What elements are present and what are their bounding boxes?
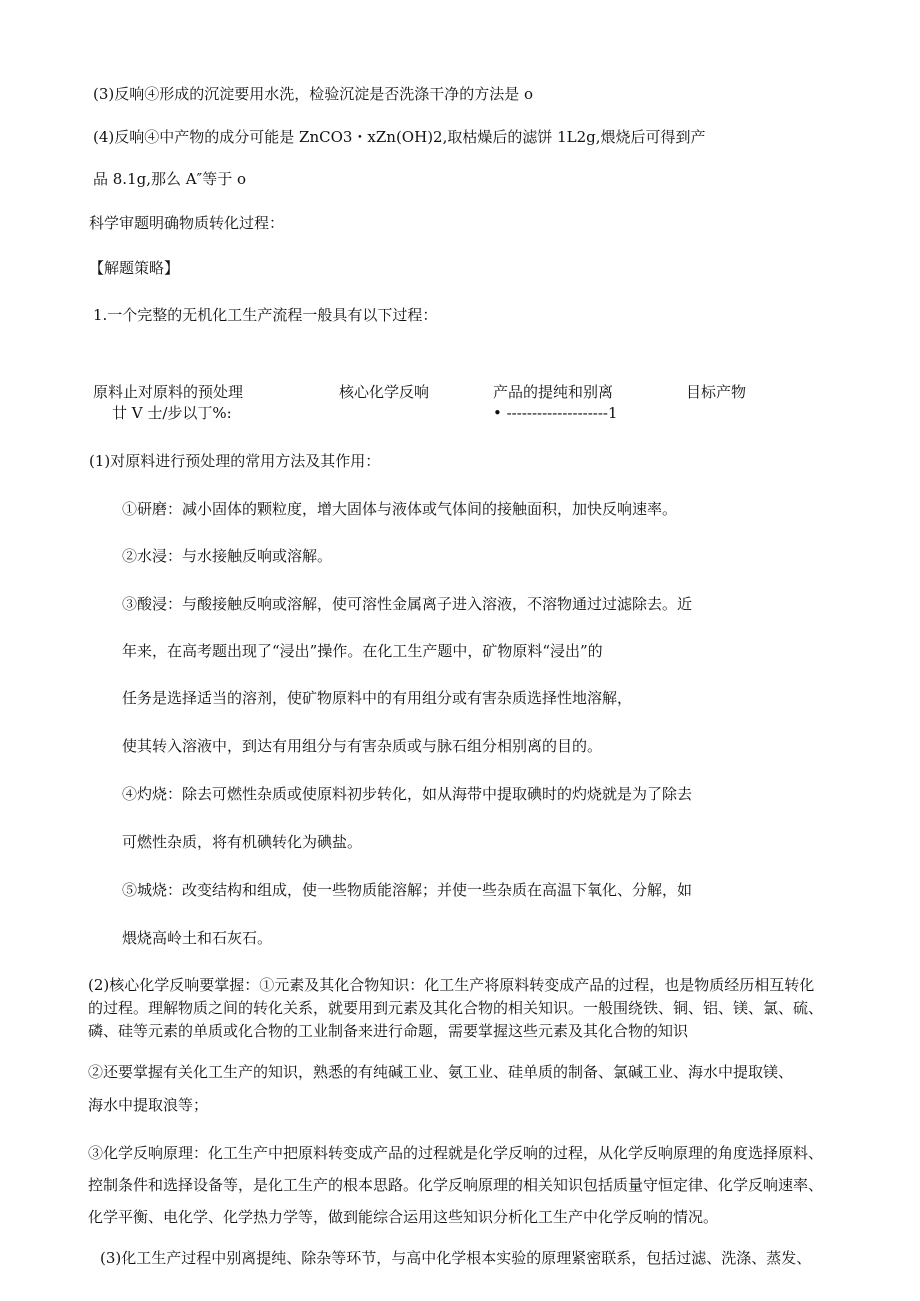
method-acid-leach-line-3: 任务是选择适当的溶剂，使矿物原料中的有用组分或有害杂质选择性地溶解， [122, 689, 633, 707]
method-calcining-line-1: ⑤城烧：改变结构和组成，使一些物质能溶解；并使一些杂质在高温下氧化、分解，如 [122, 881, 693, 899]
reaction-principle-paragraph: ③化学反响原理：化工生产中把原料转变成产品的过程就是化学反响的过程，从化学反响原理的角度选择原料、控制条件和选择设备等，是化工生产的根本思路。化学反响原理的相关知识包括质量守恒定律、化学反响速率、化学平衡、电化学、化学热力学等，做到能综合运用这些知识分析化工生产中化学反响的情况。 [88, 1144, 824, 1226]
method-burning-line-2: 可燃性杂质，将有机碘转化为碘盐。 [122, 833, 363, 851]
method-acid-leach-line-1: ③酸浸：与酸接触反响或溶解，使可溶性金属离子进入溶液，不溶物通过过滤除去。近 [122, 595, 693, 613]
pretreatment-heading: (1)对原料进行预处理的常用方法及其作用： [89, 452, 381, 470]
core-reaction-paragraph: (2)核心化学反响要掌握：①元素及其化合物知识：化工生产将原料转变成产品的过程，也是物质经历相互转化的过程。理解物质之间的转化关系，就要用到元素及其化合物的相关知识。一般围绕铁、铜、铝、镁、氯、硫、磷、硅等元素的单质或化合物的工业制备来进行命题，需要掌握这些元素及其化合物的知识 [88, 976, 824, 1040]
method-burning-line-1: ④灼烧：除去可燃性杂质或使原料初步转化，如从海带中提取碘时的灼烧就是为了除去 [122, 785, 693, 803]
flow-target-product: 目标产物 [686, 383, 747, 401]
point-1: 1.一个完整的无机化工生产流程一般具有以下过程： [93, 306, 438, 324]
separation-line: (3)化工生产过程中别离提纯、除杂等环节，与高中化学根本实验的原理紧密联系，包括过滤、洗涤、蒸发、 [100, 1249, 812, 1267]
flow-sub-right: • --------------------1 [493, 404, 618, 422]
question-3: (3)反响④形成的沉淀要用水洗，检验沉淀是否洗涤干净的方法是 o [93, 85, 534, 103]
flow-core-reaction: 核心化学反响 [339, 383, 430, 401]
method-acid-leach-line-2: 年来，在高考题出现了“浸出”操作。在化工生产题中，矿物原料“浸出”的 [122, 642, 603, 660]
chemical-industry-line-1: ②还要掌握有关化工生产的知识，熟悉的有纯碱工业、氨工业、硅单质的制备、氯碱工业、海水中提取镁、 [88, 1063, 794, 1081]
method-grinding: ①研磨：减小固体的颗粒度，增大固体与液体或气体间的接触面积，加快反响速率。 [122, 500, 678, 518]
section-heading-strategy: 【解题策略】 [89, 259, 180, 277]
question-4-line-1: (4)反响④中产物的成分可能是 ZnCO3・xZn(OH)2,取枯燥后的滤饼 1L2g,煨烧后可得到产 [93, 128, 706, 146]
flow-raw-material: 原料止对原料的预处理 [93, 383, 244, 401]
question-4-line-2: 品 8.1g,那么 A″等于 o [93, 170, 246, 188]
section-heading-sci: 科学审题明确物质转化过程： [89, 214, 285, 232]
chemical-industry-line-2: 海水中提取浪等； [88, 1096, 209, 1114]
method-acid-leach-line-4: 使其转入溶液中，到达有用组分与有害杂质或与脉石组分相别离的目的。 [122, 737, 603, 755]
flow-purification: 产品的提纯和别离 [493, 383, 614, 401]
method-water-leach: ②水浸：与水接触反响或溶解。 [122, 547, 333, 565]
method-calcining-line-2: 煨烧高岭土和石灰石。 [122, 929, 273, 947]
flow-sub-left: 廿 V 士/步以丁%: [112, 404, 232, 422]
